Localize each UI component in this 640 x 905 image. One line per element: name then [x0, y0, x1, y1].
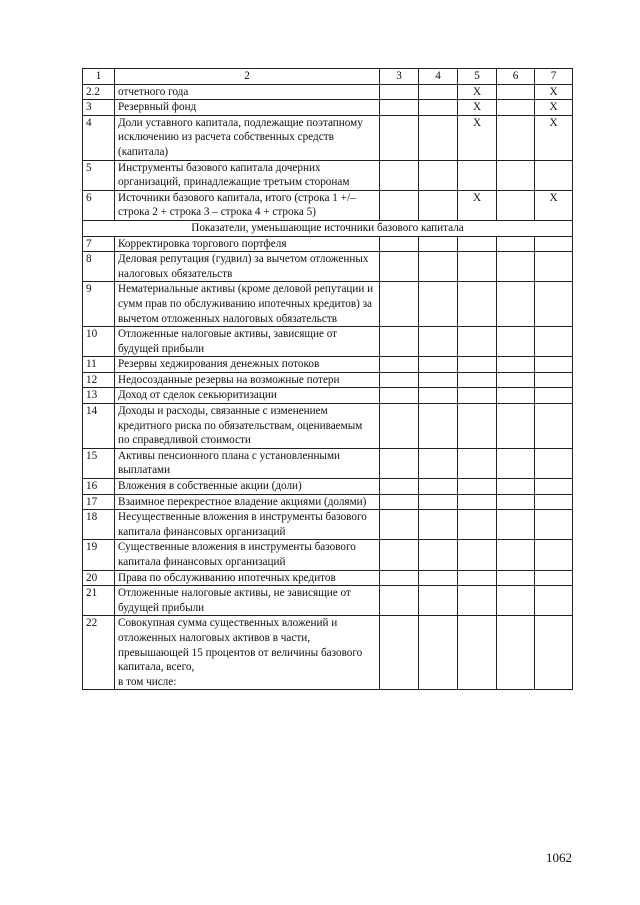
table-cell: 9: [83, 282, 115, 327]
table-cell: [535, 372, 573, 388]
table-cell: [497, 448, 535, 478]
table-cell: [458, 586, 497, 616]
table-cell: Права по обслуживанию ипотечных кредитов: [115, 570, 380, 586]
table-cell: X: [535, 100, 573, 116]
table-cell: Источники базового капитала, итого (строка 1 +/– строка 2 + строка 3 – строка 4 + строка 5): [115, 190, 380, 220]
table-cell: [497, 282, 535, 327]
table-row: [83, 616, 573, 690]
header-row: [83, 69, 573, 85]
table-cell: 10: [83, 327, 115, 357]
table-cell: [458, 372, 497, 388]
table-cell: X: [535, 115, 573, 160]
table-cell: Отложенные налоговые активы, не зависящие от будущей прибыли: [115, 586, 380, 616]
table-cell: Взаимное перекрестное владение акциями (долями): [115, 494, 380, 510]
table-cell: [380, 357, 419, 373]
table-cell: [497, 160, 535, 190]
table-cell: X: [535, 190, 573, 220]
table-cell: [419, 160, 458, 190]
table-cell: [458, 327, 497, 357]
table-cell: [497, 357, 535, 373]
capital-table: [82, 68, 573, 690]
table-row: [83, 327, 573, 357]
table-cell: [419, 100, 458, 116]
table-body: [83, 69, 573, 690]
table-cell: 3: [83, 100, 115, 116]
table-cell: Доходы и расходы, связанные с изменением кредитного риска по обязательствам, оцениваемым по справедливой стоимости: [115, 404, 380, 449]
table-cell: [497, 404, 535, 449]
table-cell: 15: [83, 448, 115, 478]
table-row: [83, 282, 573, 327]
table-cell: [458, 357, 497, 373]
table-cell: 7: [83, 236, 115, 252]
table-cell: [380, 190, 419, 220]
table-cell: [419, 84, 458, 100]
section-row: [83, 220, 573, 236]
table-row: [83, 252, 573, 282]
table-cell: [380, 479, 419, 495]
table-cell: [419, 327, 458, 357]
table-cell: [380, 282, 419, 327]
table-cell: [419, 252, 458, 282]
table-cell: [380, 100, 419, 116]
table-cell: [535, 327, 573, 357]
table-cell: [419, 479, 458, 495]
header-cell: 7: [535, 69, 573, 85]
table-cell: 2.2: [83, 84, 115, 100]
table-cell: Нематериальные активы (кроме деловой репутации и сумм прав по обслуживанию ипотечных кредитов) за вычетом отложенных налоговых обязательств: [115, 282, 380, 327]
table-cell: Доход от сделок секьюритизации: [115, 388, 380, 404]
table-cell: Недосозданные резервы на возможные потери: [115, 372, 380, 388]
table-cell: [458, 388, 497, 404]
table-cell: [535, 586, 573, 616]
table-cell: [497, 372, 535, 388]
table-cell: Отложенные налоговые активы, зависящие от будущей прибыли: [115, 327, 380, 357]
table-cell: [419, 586, 458, 616]
table-cell: X: [458, 84, 497, 100]
table-cell: [380, 616, 419, 690]
table-cell: 16: [83, 479, 115, 495]
table-cell: [419, 190, 458, 220]
table-cell: Резервный фонд: [115, 100, 380, 116]
table-cell: [380, 404, 419, 449]
table-cell: [535, 540, 573, 570]
table-cell: [380, 160, 419, 190]
table-cell: [497, 115, 535, 160]
table-cell: [380, 586, 419, 616]
table-row: [83, 570, 573, 586]
table-cell: 4: [83, 115, 115, 160]
table-cell: [497, 388, 535, 404]
table-row: [83, 540, 573, 570]
table-cell: [497, 327, 535, 357]
table-cell: [535, 357, 573, 373]
table-cell: [419, 616, 458, 690]
table-row: [83, 479, 573, 495]
table-cell: [419, 448, 458, 478]
table-cell: отчетного года: [115, 84, 380, 100]
table-cell: [419, 372, 458, 388]
table-cell: [458, 479, 497, 495]
table-cell: [497, 236, 535, 252]
table-row: [83, 372, 573, 388]
table-cell: 19: [83, 540, 115, 570]
table-cell: [458, 570, 497, 586]
table-cell: [535, 616, 573, 690]
table-cell: Существенные вложения в инструменты базового капитала финансовых организаций: [115, 540, 380, 570]
table-row: [83, 357, 573, 373]
table-cell: Вложения в собственные акции (доли): [115, 479, 380, 495]
table-row: [83, 115, 573, 160]
table-cell: Активы пенсионного плана с установленными выплатами: [115, 448, 380, 478]
table-cell: [419, 357, 458, 373]
table-cell: [535, 479, 573, 495]
table-row: [83, 160, 573, 190]
table-cell: [535, 252, 573, 282]
table-cell: [380, 570, 419, 586]
table-cell: 6: [83, 190, 115, 220]
table-cell: [458, 540, 497, 570]
table-cell: [458, 160, 497, 190]
table-cell: [380, 84, 419, 100]
table-cell: [458, 282, 497, 327]
table-cell: [497, 570, 535, 586]
table-cell: [380, 540, 419, 570]
table-row: [83, 236, 573, 252]
table-cell: [380, 236, 419, 252]
table-row: [83, 190, 573, 220]
table-cell: [380, 252, 419, 282]
table-cell: [380, 372, 419, 388]
table-cell: [380, 115, 419, 160]
table-cell: [535, 448, 573, 478]
table-cell: Совокупная сумма существенных вложений и отложенных налоговых активов в части, превышающей 15 процентов от величины базового капитала, всего, в том числе:: [115, 616, 380, 690]
table-row: [83, 388, 573, 404]
table-row: [83, 84, 573, 100]
table-cell: Доли уставного капитала, подлежащие поэтапному исключению из расчета собственных средств (капитала): [115, 115, 380, 160]
header-cell: 4: [419, 69, 458, 85]
header-cell: 3: [380, 69, 419, 85]
table-cell: [497, 510, 535, 540]
header-cell: 5: [458, 69, 497, 85]
table-cell: 18: [83, 510, 115, 540]
table-cell: [458, 404, 497, 449]
table-cell: [458, 236, 497, 252]
table-cell: [535, 494, 573, 510]
table-cell: [419, 388, 458, 404]
table-cell: [458, 510, 497, 540]
table-cell: [419, 510, 458, 540]
table-cell: [497, 190, 535, 220]
table-cell: X: [458, 115, 497, 160]
table-row: [83, 586, 573, 616]
table-cell: 8: [83, 252, 115, 282]
table-cell: 12: [83, 372, 115, 388]
table-cell: X: [458, 100, 497, 116]
table-cell: [419, 236, 458, 252]
section-title: Показатели, уменьшающие источники базового капитала: [83, 220, 573, 236]
header-cell: 1: [83, 69, 115, 85]
table-row: [83, 404, 573, 449]
table-cell: [380, 510, 419, 540]
table-cell: [380, 327, 419, 357]
table-cell: [497, 84, 535, 100]
table-cell: 14: [83, 404, 115, 449]
table-cell: [535, 388, 573, 404]
table-cell: [458, 448, 497, 478]
table-cell: [535, 404, 573, 449]
table-cell: 22: [83, 616, 115, 690]
table-cell: [380, 388, 419, 404]
table-cell: [535, 570, 573, 586]
table-cell: [497, 100, 535, 116]
table-row: [83, 494, 573, 510]
table-row: [83, 510, 573, 540]
table-cell: [535, 236, 573, 252]
table-cell: [535, 160, 573, 190]
table-cell: 11: [83, 357, 115, 373]
table-cell: [458, 494, 497, 510]
table-cell: Резервы хеджирования денежных потоков: [115, 357, 380, 373]
table-cell: 13: [83, 388, 115, 404]
header-cell: 2: [115, 69, 380, 85]
table-cell: [497, 540, 535, 570]
table-cell: [497, 586, 535, 616]
table-cell: 21: [83, 586, 115, 616]
table-cell: X: [458, 190, 497, 220]
table-cell: Несущественные вложения в инструменты базового капитала финансовых организаций: [115, 510, 380, 540]
table-cell: [535, 282, 573, 327]
table-cell: 5: [83, 160, 115, 190]
table-cell: [380, 448, 419, 478]
table-cell: Инструменты базового капитала дочерних организаций, принадлежащие третьим сторонам: [115, 160, 380, 190]
header-cell: 6: [497, 69, 535, 85]
table-cell: [458, 252, 497, 282]
page-number: 1062: [546, 850, 572, 865]
table-cell: [497, 616, 535, 690]
table-cell: [458, 616, 497, 690]
table-cell: [535, 510, 573, 540]
table-cell: [419, 494, 458, 510]
table-cell: [497, 252, 535, 282]
table-cell: [419, 404, 458, 449]
table-row: [83, 448, 573, 478]
table-cell: [419, 282, 458, 327]
table-cell: X: [535, 84, 573, 100]
table-cell: [419, 570, 458, 586]
table-cell: Деловая репутация (гудвил) за вычетом отложенных налоговых обязательств: [115, 252, 380, 282]
table-row: [83, 100, 573, 116]
table-cell: [419, 540, 458, 570]
table-cell: [419, 115, 458, 160]
table-cell: [497, 494, 535, 510]
table-cell: [380, 494, 419, 510]
table-cell: [497, 479, 535, 495]
table-cell: 17: [83, 494, 115, 510]
table-cell: 20: [83, 570, 115, 586]
table-cell: Корректировка торгового портфеля: [115, 236, 380, 252]
